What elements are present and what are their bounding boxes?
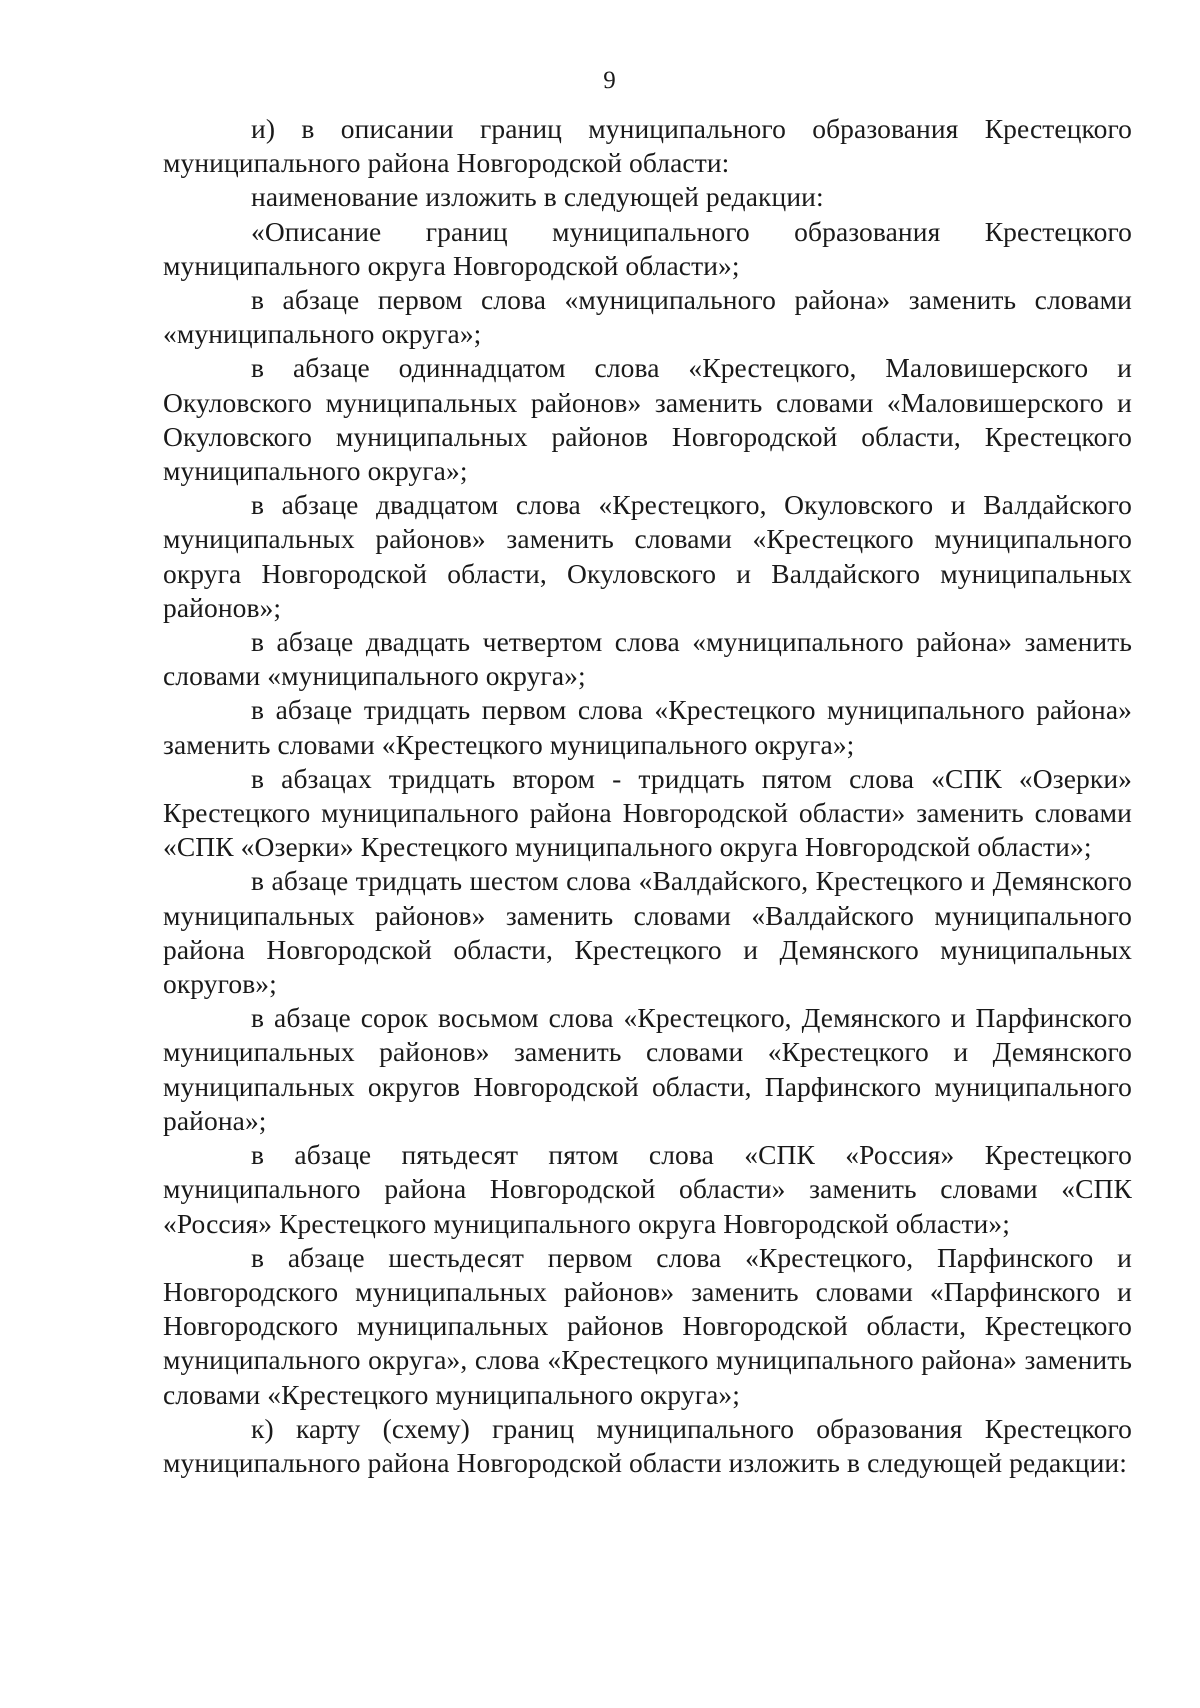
document-body: [163, 112, 1132, 1480]
paragraph: в абзаце сорок восьмом слова «Крестецкого, Демянского и Парфинского муниципальных районов» заменить словами «Крестецкого и Демянского муниципальных округов Новгородской области, Парфинского муниципального района»;: [163, 1002, 1132, 1136]
paragraph: в абзаце тридцать первом слова «Крестецкого муниципального района» заменить словами «Крестецкого муниципального округа»;: [163, 694, 1132, 760]
paragraph: «Описание границ муниципального образования Крестецкого муниципального округа Новгородской области»;: [163, 215, 1132, 281]
paragraph: к) карту (схему) границ муниципального образования Крестецкого муниципального района Новгородской области изложить в следующей редакции:: [163, 1412, 1132, 1478]
paragraph: в абзаце первом слова «муниципального района» заменить словами «муниципального округа»;: [163, 284, 1132, 350]
paragraph: в абзаце двадцать четвертом слова «муниципального района» заменить словами «муниципального округа»;: [163, 626, 1132, 692]
page-number: 9: [603, 67, 616, 94]
paragraph: наименование изложить в следующей редакции:: [251, 181, 824, 213]
paragraph: и) в описании границ муниципального образования Крестецкого муниципального района Новгородской области:: [163, 113, 1132, 179]
paragraph: в абзацах тридцать втором - тридцать пятом слова «СПК «Озерки» Крестецкого муниципального района Новгородской области» заменить словами «СПК «Озерки» Крестецкого муниципального округа Новгородской области»;: [163, 762, 1132, 863]
paragraph: в абзаце пятьдесят пятом слова «СПК «Россия» Крестецкого муниципального района Новгородской области» заменить словами «СПК «Россия» Крестецкого муниципального округа Новгородской области»;: [163, 1139, 1132, 1239]
paragraph: в абзаце тридцать шестом слова «Валдайского, Крестецкого и Демянского муниципальных районов» заменить словами «Валдайского муниципального района Новгородской области, Крестецкого и Демянского муниципальных округов»;: [163, 865, 1132, 1000]
paragraph: в абзаце одиннадцатом слова «Крестецкого, Маловишерского и Окуловского муниципальных районов» заменить словами «Маловишерского и Окуловского муниципальных районов Новгородской области, Крестецкого муниципального округа»;: [163, 352, 1132, 487]
paragraph: в абзаце двадцатом слова «Крестецкого, Окуловского и Валдайского муниципальных районов» заменить словами «Крестецкого муниципального округа Новгородской области, Окуловского и Валдайского муниципальных районов»;: [163, 489, 1132, 623]
paragraph: в абзаце шестьдесят первом слова «Крестецкого, Парфинского и Новгородского муниципальных районов» заменить словами «Парфинского и Новгородского муниципальных районов Новгородской области, Крестецкого муниципального округа», слова «Крестецкого муниципального района» заменить словами «Крестецкого муниципального округа»;: [163, 1241, 1132, 1410]
